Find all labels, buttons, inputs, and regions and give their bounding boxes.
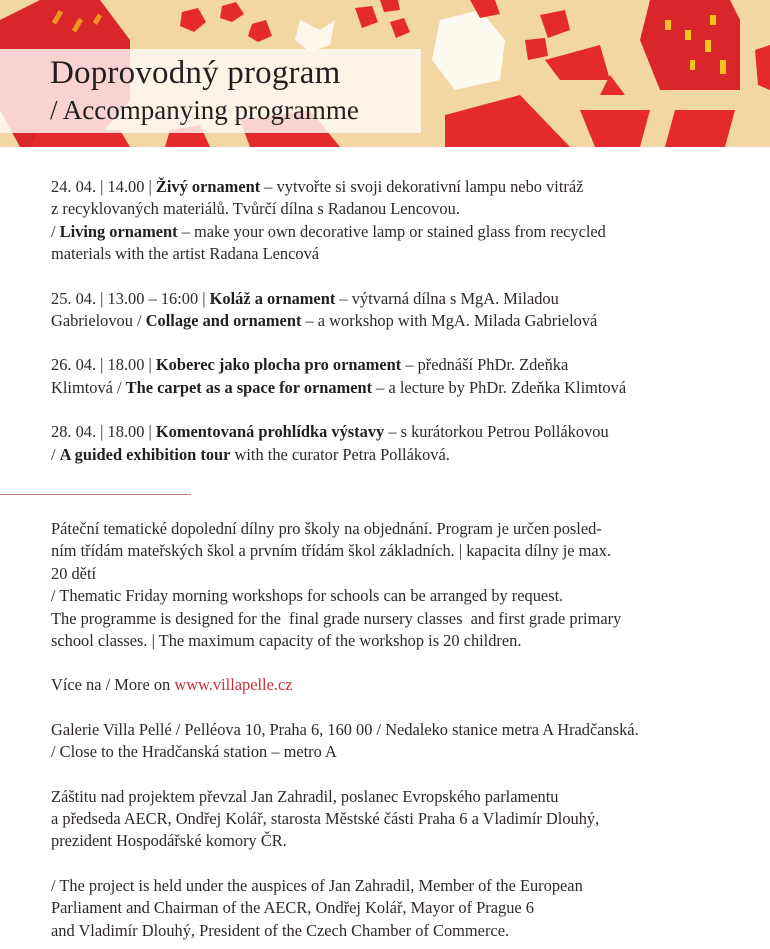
slash: / [51,444,60,464]
more-label: Více na / More on [51,675,175,695]
page-title: Doprovodný program [50,55,341,91]
address-block [51,719,751,764]
event-description: z recyklovaných materiálů. Tvůrčí dílna s Radanou Lencovou. [51,199,460,219]
event-date-time: 25. 04. | 13.00 – 16:00 | [51,288,210,308]
red-octagon-right [640,0,740,90]
event-item [51,288,751,333]
schools-text-cz: 20 dětí [51,563,97,583]
patronage-text: and Vladimír Dlouhý, President of the Czech Chamber of Commerce. [51,920,510,940]
patronage-text: a předseda AECR, Ondřej Kolář, starosta Městské části Praha 6 a Vladimír Dlouhý, [51,809,600,829]
event-description: – vytvořte si svoji dekorativní lampu nebo vitráž [260,177,584,196]
schools-text-en: / Thematic Friday morning workshops for schools can be arranged by request. [51,586,564,606]
schools-text-cz: Páteční tematické dopolední dílny pro školy na objednání. Program je určen posled- [51,519,602,538]
event-title: Koláž a ornament [209,288,336,308]
event-description-en: – make your own decorative lamp or stained glass from recycled [177,221,606,241]
patronage-text: / The project is held under the auspices of Jan Zahradil, Member of the European [51,875,583,895]
event-title-en: Collage and ornament [145,311,302,331]
event-title: Komentovaná prohlídka výstavy [155,422,385,442]
event-description-en: materials with the artist Radana Lencová [51,244,320,264]
event-item [51,354,751,399]
schools-info [51,518,751,652]
schools-text-en: The programme is designed for the final grade nursery classes and first grade primary [51,608,622,628]
event-item [51,421,751,466]
event-title-en: The carpet as a space for ornament [125,377,373,397]
patronage-text: Záštitu nad projektem převzal Jan Zahradil, poslanec Evropského parlamentu [51,786,559,806]
header-banner [0,0,770,147]
address-line: / Close to the Hradčanská station – metro A [51,742,337,762]
event-title: Živý ornament [155,177,261,196]
patronage-en [51,875,751,942]
website-link[interactable]: www.villapelle.cz [174,675,293,695]
section-divider [0,494,191,495]
event-title-en: A guided exhibition tour [59,444,231,464]
address-line: Galerie Villa Pellé / Pelléova 10, Praha 6, 160 00 / Nedaleko stanice metra A Hradčanská. [51,719,639,739]
event-date-time: 24. 04. | 14.00 | [51,177,156,196]
patronage-text: prezident Hospodářské komory ČR. [51,831,287,851]
event-description: – s kurátorkou Petrou Pollákovou [384,422,609,442]
event-description: – výtvarná dílna s MgA. Miladou [335,288,559,308]
event-description-en: – a workshop with MgA. Milada Gabrielová [301,311,598,331]
more-info [51,674,751,696]
event-description: Gabrielovou / [51,311,146,331]
events-list [51,176,751,466]
event-description-en: with the curator Petra Polláková. [230,444,450,464]
info-section [51,518,751,942]
event-description: Klimtová / [51,377,126,397]
event-description: – přednáší PhDr. Zdeňka [401,355,569,375]
schools-text-en: school classes. | The maximum capacity of the workshop is 20 children. [51,631,522,651]
event-date-time: 28. 04. | 18.00 | [51,422,156,442]
event-title: Koberec jako plocha pro ornament [155,355,402,375]
event-description-en: – a lecture by PhDr. Zdeňka Klimtová [372,377,627,397]
slash: / [51,221,60,241]
page-subtitle: / Accompanying programme [50,95,359,125]
schools-text-cz: ním třídám mateřských škol a prvním třídám škol základních. | kapacita dílny je max. [51,541,611,561]
event-item [51,176,751,266]
patronage-cz [51,786,751,853]
event-title-en: Living ornament [59,221,178,241]
patronage-text: Parliament and Chairman of the AECR, Ondřej Kolář, Mayor of Prague 6 [51,898,534,918]
event-date-time: 26. 04. | 18.00 | [51,355,156,375]
